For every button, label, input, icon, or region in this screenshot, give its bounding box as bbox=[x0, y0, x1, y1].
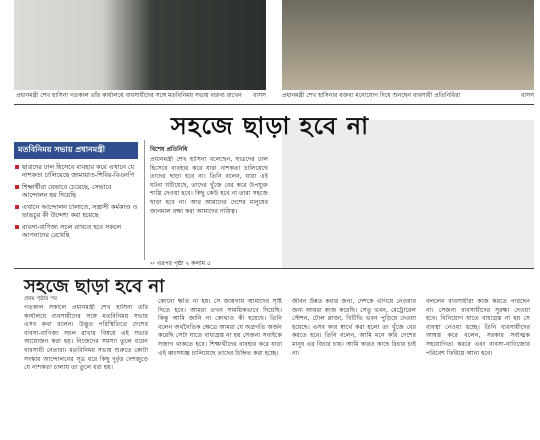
caption-right-text: প্রধানমন্ত্রী শেখ হাসিনার বক্তব্য মনোযোগ দিয়ে শুনছেন ব্যবসায়ী প্রতিনিধিরা bbox=[282, 92, 461, 99]
news-photo-right bbox=[282, 0, 534, 90]
highlight-item: এখানে আন্দোলন চালাতে, সন্ত্রাসী কর্মকাণ্ড ও ভাঙচুর কী উদ্দেশ্য করা হয়েছে bbox=[14, 203, 138, 219]
article-column: বললেন ব্যবসায়ীরা কাজ করতে পারছেন না। সেজন্য ব্যবসায়ীদের সুরক্ষা দেওয়া হবে। বিনিয়োগ যাতে বাধাগ্রস্ত না হয় সে ব্যবস্থা নেওয়া হচ্ছে। তিনি ব্যবসায়ীদের আশ্বস্ত করে বলেন, সরকার সর্বাত্মক সহযোগিতা করবে এবং ব্যবসা-বাণিজ্যের পরিবেশ ফিরিয়ে আনা হবে। bbox=[426, 298, 530, 357]
news-photo-left bbox=[14, 0, 266, 90]
byline: বিশেষ প্রতিনিধি bbox=[150, 146, 188, 153]
highlights-box bbox=[14, 142, 138, 266]
caption-right-credit: বাসস bbox=[520, 92, 534, 99]
caption-left-credit: বাসস bbox=[252, 92, 266, 99]
photo-caption-right bbox=[282, 92, 534, 100]
lead-paragraph: প্রধানমন্ত্রী শেখ হাসিনা বলেছেন, ছাত্রদের ঢাল হিসেবে ব্যবহার করে যারা নাশকতা চালিয়েছে তাদের ছাড়া হবে না। তিনি বলেন, যারা এই ঘটনা ঘটিয়েছে, তাদের খুঁজে বের করে উপযুক্ত শাস্তি দেওয়া হবে। কিছু কেউ হবে না তারা সহজে ছাড়া হবে না। আর আমাদের দেশের মানুষের জানমাল রক্ষা করা আমাদের দায়িত্ব। bbox=[150, 156, 268, 215]
column-divider bbox=[144, 140, 145, 260]
article-column: গতকাল সকালে প্রধানমন্ত্রী শেখ হাসিনা তাঁর কার্যালয়ে ব্যবসায়ীদের সঙ্গে মতবিনিময় সভায় এসব কথা বলেন। উদ্ভূত পরিস্থিতিতে দেশের ব্যবসা-বাণিজ্য সচল রাখার বিষয়ে এই সভার আয়োজন করা হয়। নিজেদের সমস্যা তুলে ধরেন ব্যবসায়ী নেতারা। মতবিনিময় সভায় শুরুতে কোটা সংস্কার আন্দোলনের সূত্র ধরে কিছু দুর্বৃত্ত দেশজুড়ে যে নাশকতা চালায় তা তুলে ধরা হয়। bbox=[24, 304, 148, 372]
article-column: কোনো ক্ষতি না হয়। সে জায়গায় আমাদের সৃষ্টি দিতে হবে। আমরা তখন সাময়িকভাবে দিয়েছি। কিন্তু আমি জানি না কোথাও কী হয়েছে। তিনি বলেন অর্থনৈতিক ক্ষেত্রে আমরা যে অগ্রগতি অর্জন করেছি সেটা যাতে বাধাগ্রস্ত না হয় সেজন্য সবাইকে সজাগ থাকতে হবে। শিক্ষার্থীদের ব্যবহার করে যারা এই ধ্বংসযজ্ঞ চালিয়েছে তাদের চিহ্নিত করা হচ্ছে। bbox=[158, 298, 282, 357]
divider-rule bbox=[14, 104, 534, 105]
jump-note: ›› এরপর পৃষ্ঠা ২ কলাম ৫ bbox=[150, 260, 211, 267]
highlight-item: ছাত্রদের ঢাল হিসেবে ব্যবহার করে এখানে যে নাশকতা চালিয়েছে জামায়াত-শিবির-বিএনপি bbox=[14, 163, 138, 179]
caption-left-text: প্রধানমন্ত্রী শেখ হাসিনা গতকাল তাঁর কার্যালয়ে বাবসায়ীদের সঙ্গে মতবিনিময় সভায় বক্তব্য রাখেন bbox=[16, 92, 242, 99]
article-column: জীবন উন্নত করার জন্য, দেশকে এগিয়ে নেওয়ার জন্য আমরা কাজ করেছি। সেতু ভবন, মেট্রোরেল স্টেশন, টোল প্লাজা, বিটিভি ভবন পুড়িয়ে দেওয়া হয়েছে। এসব কার স্বার্থে করা হলো তা খুঁজে বের করতে হবে। তিনি বলেন, আমি মনে করি দেশের মানুষ এর বিচার চায়। আমি কারও কাছে বিচার চাই না। bbox=[292, 298, 416, 357]
main-headline: সহজে ছাড়া হবে না bbox=[170, 111, 370, 140]
continuation-headline: সহজে ছাড়া হবে না bbox=[24, 276, 165, 297]
highlights-title: মতবিনিময় সভায় প্রধানমন্ত্রী bbox=[14, 142, 138, 159]
section-rule bbox=[14, 268, 534, 269]
highlight-item: ব্যবসা-বাণিজ্য সচল রাখতে হবে সকলে আপনাদের রেখেছি bbox=[14, 223, 138, 239]
photo-caption-left bbox=[16, 92, 266, 100]
highlight-item: শিক্ষার্থীরা যেভাবে চেয়েছে, সেভাবে আন্দোলন হয় দিয়েছি bbox=[14, 183, 138, 199]
continued-label: প্রথম পৃষ্ঠার পর bbox=[24, 296, 57, 302]
